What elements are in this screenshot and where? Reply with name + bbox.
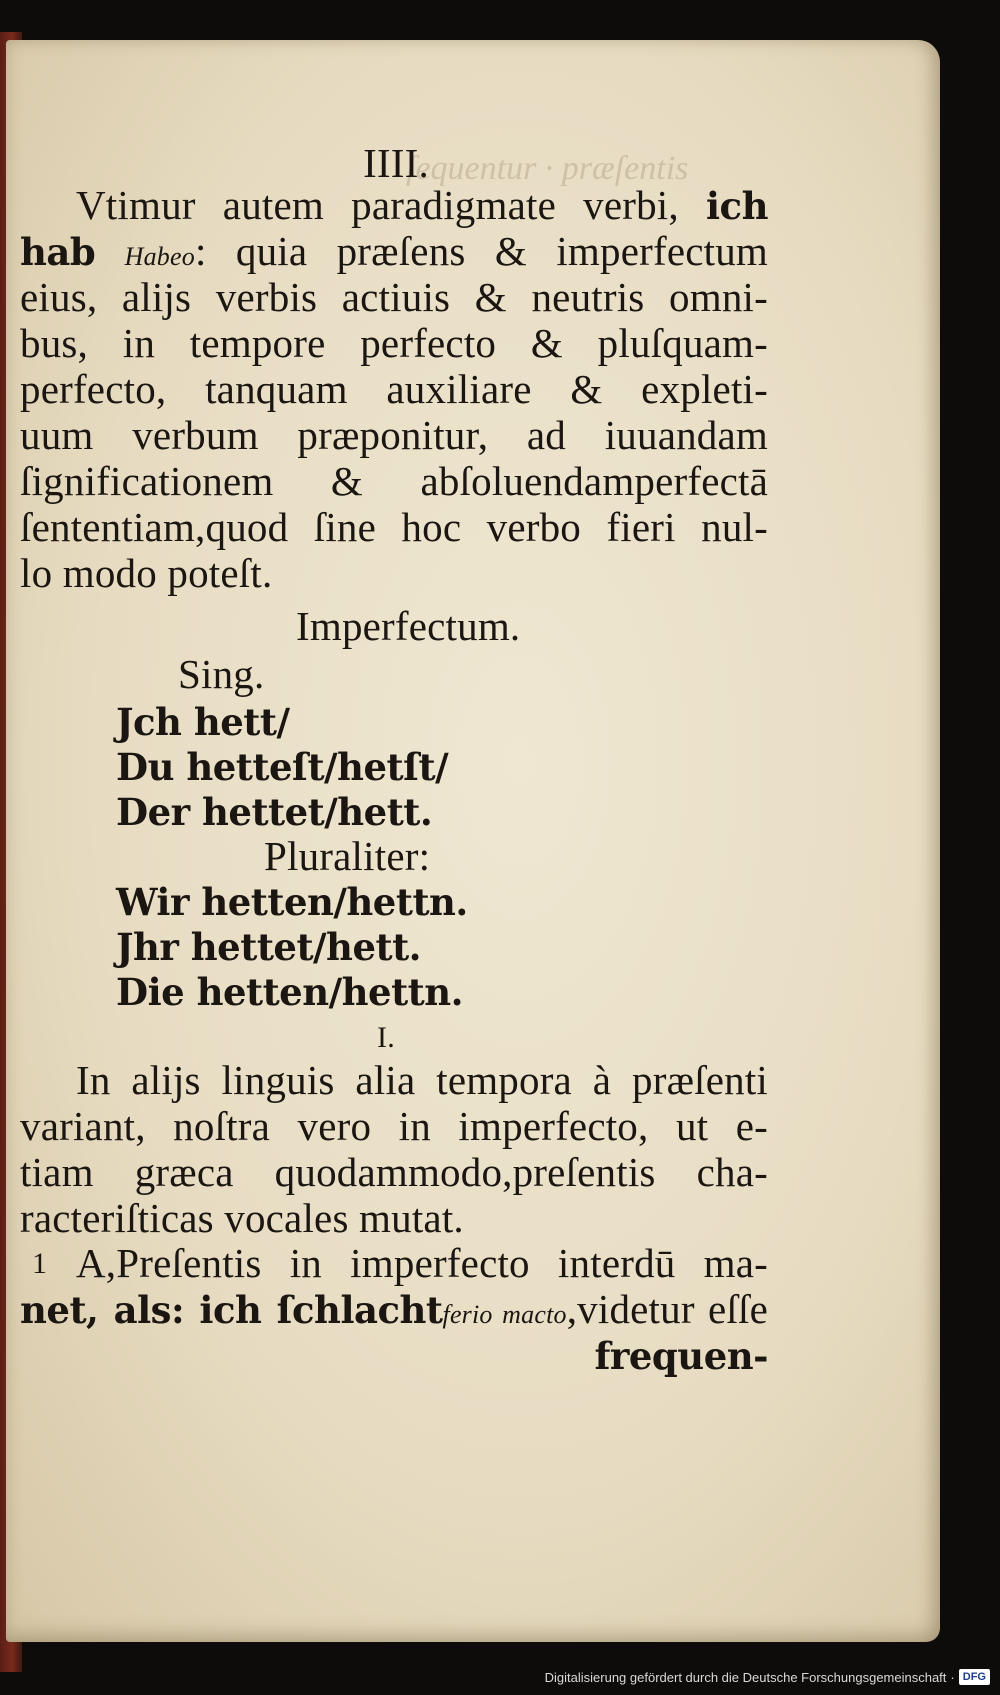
text-run: uum verbum præponitur, ad iuuandam: [20, 412, 768, 458]
text-run: Die hetten/hettn.: [116, 970, 464, 1014]
digitization-footer: [545, 1667, 990, 1687]
heading-imperfectum: [296, 603, 520, 649]
text-line-10: [76, 1057, 768, 1103]
text-run: In alijs linguis alia tempora à præſenti: [76, 1057, 768, 1103]
text-line-11: [20, 1103, 768, 1149]
text-run: A,Preſentis in imperfecto interdū ma-: [76, 1240, 768, 1286]
text-run: ferio macto: [442, 1300, 567, 1329]
text-run: variant, noſtra vero in imperfecto, ut e-: [20, 1103, 768, 1149]
text-run: ich: [706, 184, 768, 228]
text-line-12: [20, 1149, 768, 1195]
text-run: [95, 228, 124, 274]
text-run: net, als: ich ſchlacht: [20, 1288, 443, 1332]
text-run: : quia præſens & imperfectum: [194, 228, 769, 274]
dfg-logo: DFG: [959, 1669, 990, 1685]
text-line-2: [20, 228, 768, 280]
text-line-6: [20, 412, 768, 458]
label-pluraliter: [264, 833, 430, 879]
text-run: ſententiam,quod ſine hoc verbo fieri nul-: [20, 504, 768, 550]
text-run: Imperfectum.: [296, 603, 521, 649]
text-run: perfecto, tanquam auxiliare & expleti-: [20, 366, 768, 412]
text-line-3: [20, 274, 768, 320]
margin-mark: 1: [32, 1247, 47, 1280]
text-run: ſignificationem & abſoluendamperfectā: [20, 458, 768, 504]
text-run: bus, in tempore perfecto & pluſquam-: [20, 320, 768, 366]
label-singular: [178, 651, 264, 697]
text-run: Vtimur autem paradigmate verbi,: [76, 182, 706, 228]
text-run: Wir hetten/hettn.: [116, 880, 468, 924]
text-line-9: [20, 550, 768, 596]
conjugation-plur-3: [116, 968, 463, 1015]
text-run: Jch hett/: [116, 700, 290, 744]
page-text-block: [6, 40, 940, 1642]
text-run: Der hettet/hett.: [116, 790, 433, 834]
rule-number: [6, 1015, 766, 1061]
page-number: IIII.: [363, 140, 429, 186]
text-run: Jhr hettet/hett.: [116, 925, 422, 969]
text-run: racteriſticas vocales mutat.: [20, 1195, 464, 1241]
conjugation-plur-2: [116, 923, 421, 970]
bleed-through-text: ſequentur · præſentis: [406, 150, 689, 187]
conjugation-sing-1: [116, 698, 289, 745]
text-run: Sing.: [178, 651, 265, 697]
text-run: Du hetteſt/hetſt/: [116, 745, 449, 789]
text-line-7: [20, 458, 768, 504]
conjugation-plur-1: [116, 878, 468, 925]
text-run: Habeo: [124, 242, 195, 271]
text-run: eius, alijs verbis actiuis & neutris omni-: [20, 274, 768, 320]
text-line-1: [76, 182, 768, 229]
text-line-15: [20, 1286, 768, 1338]
text-run: ,videtur eſſe: [566, 1286, 768, 1332]
text-run: hab: [20, 230, 96, 274]
text-line-8: [20, 504, 768, 550]
text-run: I.: [377, 1021, 395, 1054]
text-run: Pluraliter:: [264, 833, 431, 879]
conjugation-sing-2: [116, 743, 448, 790]
text-line-4: [20, 320, 768, 366]
conjugation-sing-3: [116, 788, 432, 835]
text-run: frequen-: [594, 1334, 768, 1378]
text-run: lo modo poteſt.: [20, 550, 273, 596]
book-page: [6, 40, 940, 1642]
footer-separator: ·: [950, 1669, 955, 1685]
catchword: [20, 1332, 768, 1379]
footer-credit: Digitalisierung gefördert durch die Deutsche Forschungsgemeinschaft: [544, 1669, 947, 1685]
text-line-5: [20, 366, 768, 412]
text-run: tiam græca quodammodo,preſentis cha-: [20, 1149, 768, 1195]
text-line-14: [76, 1240, 768, 1286]
text-line-13: [20, 1195, 768, 1241]
